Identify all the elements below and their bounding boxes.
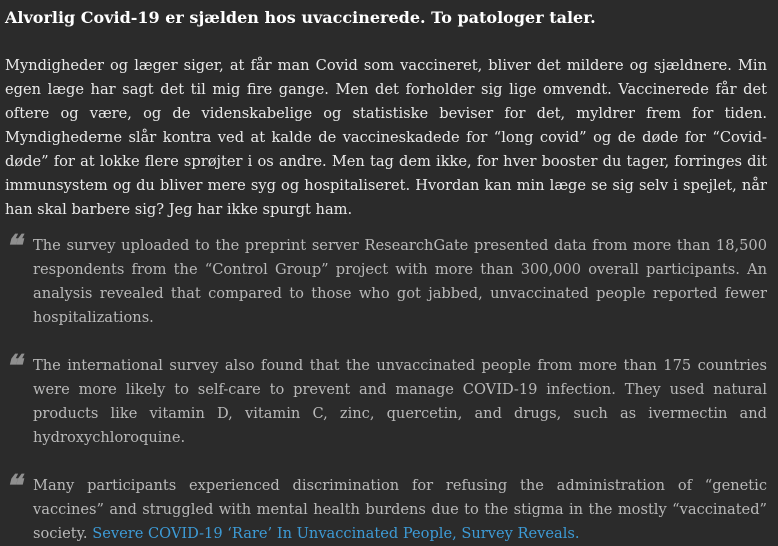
quote-mark-icon: ❝ xyxy=(5,349,22,384)
article-title: Alvorlig Covid-19 er sjælden hos uvaccinerede. To patologer taler. xyxy=(5,8,596,27)
quote-text: Many participants experienced discrimination for refusing the administration of “genetic vaccines” and struggled with mental health burdens due to the stigma in the mostly “vaccinated” society. xyxy=(33,477,767,542)
quote-text: The international survey also found that the unvaccinated people from more than 175 countries were more likely to self-care to prevent and manage COVID-19 infection. They used natural products like vitamin D, vitamin C, zinc, quercetin, and drugs, such as ivermectin and hydroxychloroquine. xyxy=(33,357,767,446)
quote-block-self-care xyxy=(5,349,767,450)
source-article-link[interactable]: Severe COVID-19 ‘Rare’ In Unvaccinated People, Survey Reveals. xyxy=(92,525,580,542)
quote-block-survey xyxy=(5,229,767,330)
article-intro-paragraph: Myndigheder og læger siger, at får man Covid som vaccineret, bliver det mildere og sjældnere. Min egen læge har sagt det til mig fire gange. Men det forholder sig lige omvendt. Vaccinerede får det oftere og være, og de videnskabelige og statistiske beviser for det, myldrer frem for tiden. Myndighederne slår kontra ved at kalde de vaccineskadede for “long covid” og de døde for “Covid-døde” for at lokke flere sprøjter i os andre. Men tag dem ikke, for hver booster du tager, forringes dit immunsystem og du bliver mere syg og hospitaliseret. Hvordan kan min læge se sig selv i spejlet, når han skal barbere sig? Jeg har ikke spurgt ham. xyxy=(5,57,767,218)
quote-block-discrimination xyxy=(5,469,767,546)
quote-text: The survey uploaded to the preprint server ResearchGate presented data from more than 18,500 respondents from the “Control Group” project with more than 300,000 overall participants. An analysis revealed that compared to those who got jabbed, unvaccinated people reported fewer hospitalizations. xyxy=(33,237,767,326)
quote-mark-icon: ❝ xyxy=(5,469,22,504)
quote-mark-icon: ❝ xyxy=(5,229,22,264)
